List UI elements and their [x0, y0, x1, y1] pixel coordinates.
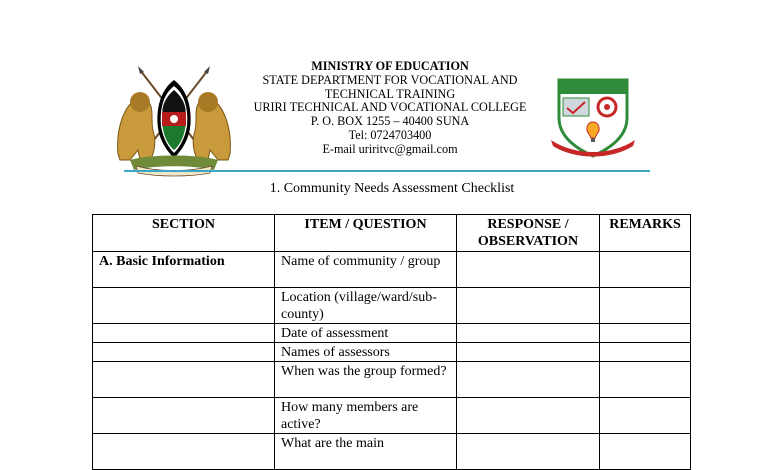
response-cell[interactable] [457, 434, 600, 470]
section-cell [93, 288, 275, 324]
section-cell [93, 343, 275, 362]
section-cell [93, 398, 275, 434]
item-cell: Location (village/ward/sub-county) [275, 288, 457, 324]
document-title: 1. Community Needs Assessment Checklist [269, 181, 515, 196]
remarks-cell[interactable] [600, 362, 691, 398]
college-name: URIRI TECHNICAL AND VOCATIONAL COLLEGE [253, 100, 527, 115]
table-row [93, 343, 691, 362]
section-cell [93, 362, 275, 398]
email: E-mail uriritvc@gmail.com [322, 141, 458, 156]
header-item: ITEM / QUESTION [275, 215, 457, 252]
response-cell[interactable] [457, 288, 600, 324]
item-cell: When was the group formed? [275, 362, 457, 398]
telephone: Tel: 0724703400 [348, 127, 432, 142]
response-cell[interactable] [457, 398, 600, 434]
remarks-cell[interactable] [600, 288, 691, 324]
table-row [93, 398, 691, 434]
item-cell: How many members are active? [275, 398, 457, 434]
table-row [93, 324, 691, 343]
college-logo-icon [545, 78, 641, 160]
table-row [93, 434, 691, 470]
remarks-cell[interactable] [600, 343, 691, 362]
remarks-cell[interactable] [600, 252, 691, 288]
letterhead-divider [124, 170, 650, 172]
response-cell[interactable] [457, 362, 600, 398]
response-cell[interactable] [457, 324, 600, 343]
section-cell [93, 324, 275, 343]
item-cell: What are the main [275, 434, 457, 470]
response-cell[interactable] [457, 252, 600, 288]
table-row [93, 252, 691, 288]
header-section: SECTION [93, 215, 275, 252]
table-row [93, 288, 691, 324]
department-name-line1: STATE DEPARTMENT FOR VOCATIONAL AND [262, 72, 518, 87]
ministry-name: MINISTRY OF EDUCATION [311, 59, 469, 73]
section-cell [93, 434, 275, 470]
remarks-cell[interactable] [600, 398, 691, 434]
table-row [93, 362, 691, 398]
item-cell: Name of community / group [275, 252, 457, 288]
item-cell: Date of assessment [275, 324, 457, 343]
postal-address: P. O. BOX 1255 – 40400 SUNA [310, 114, 470, 129]
needs-assessment-table [92, 214, 691, 470]
department-name-line2: TECHNICAL TRAINING [324, 86, 456, 101]
section-cell: A. Basic Information [93, 252, 275, 288]
letterhead [250, 60, 530, 157]
item-cell: Names of assessors [275, 343, 457, 362]
response-cell[interactable] [457, 343, 600, 362]
header-remarks: REMARKS [600, 215, 691, 252]
remarks-cell[interactable] [600, 434, 691, 470]
remarks-cell[interactable] [600, 324, 691, 343]
header-response: RESPONSE / OBSERVATION [457, 215, 600, 252]
table-header-row [93, 215, 691, 252]
coat-of-arms-icon [110, 62, 238, 174]
